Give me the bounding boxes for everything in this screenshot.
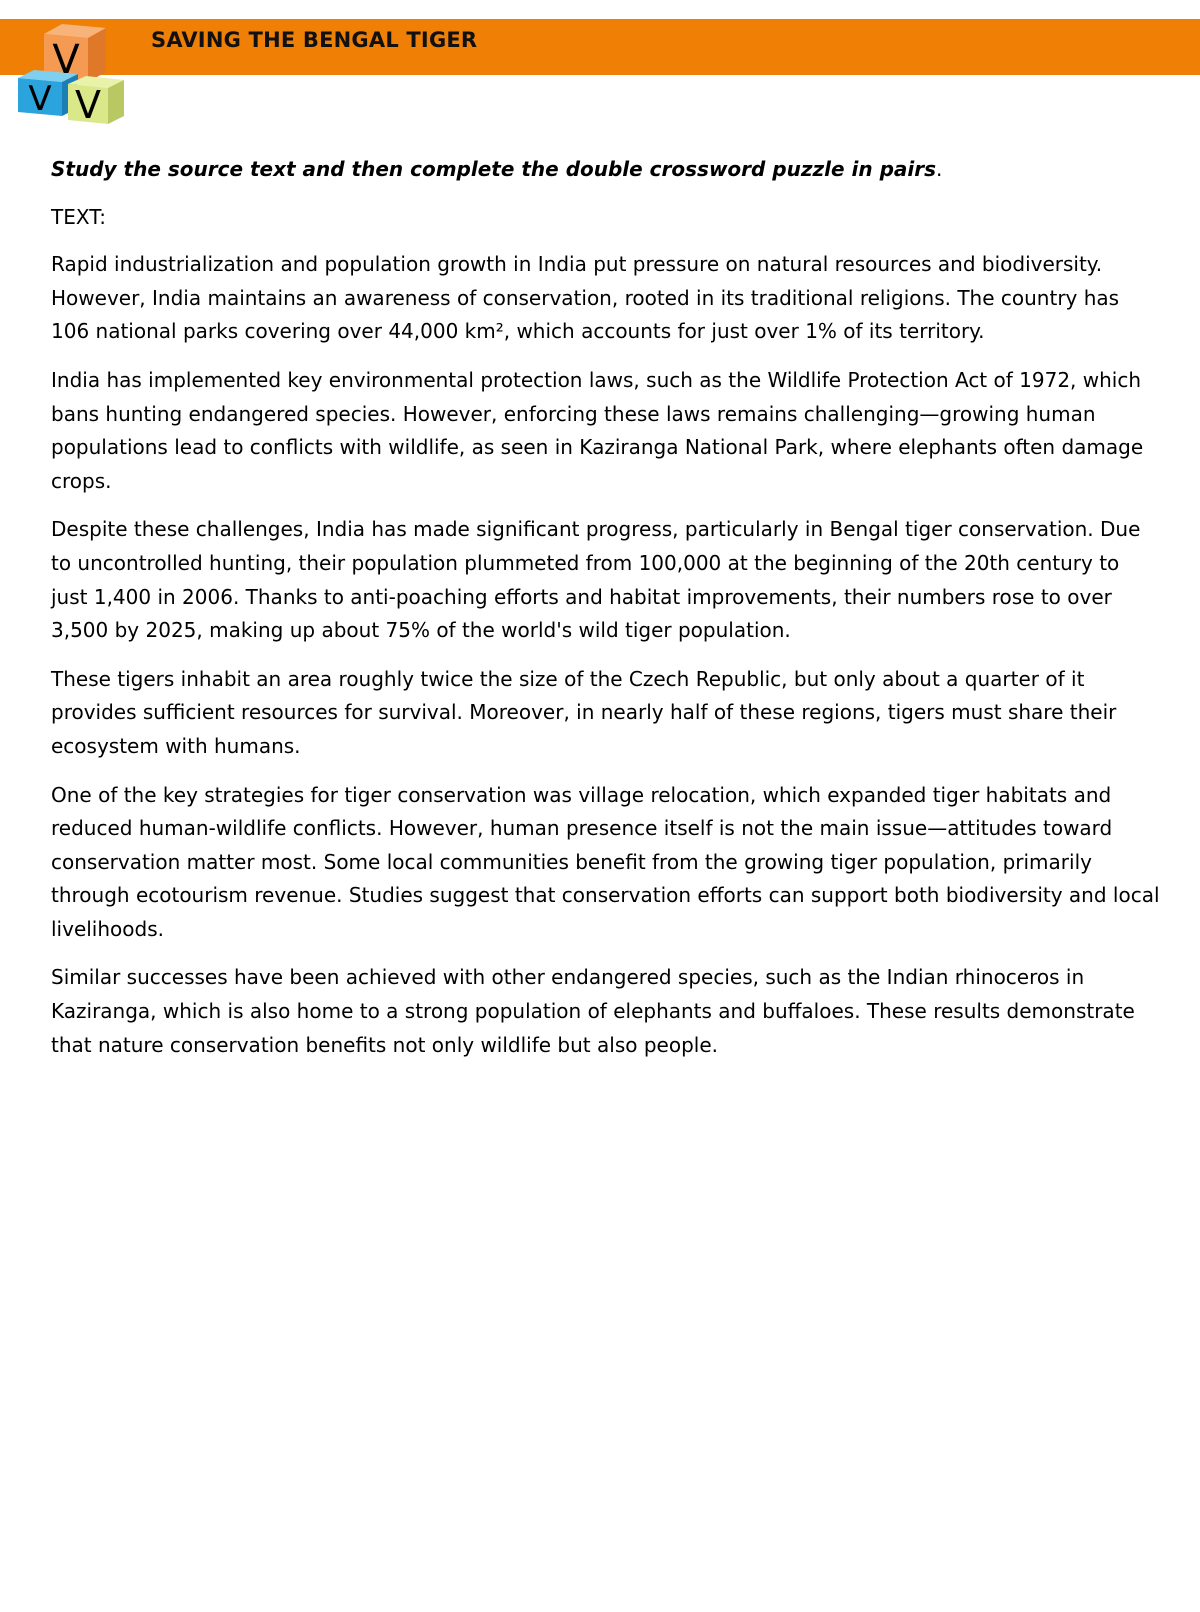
- page-title: SAVING THE BENGAL TIGER: [151, 28, 478, 52]
- instruction-period: .: [936, 157, 943, 181]
- instruction: [51, 153, 1161, 187]
- paragraph-5: One of the key strategies for tiger conservation was village relocation, which expanded tiger habitats and reduced human-wildlife conflicts. However, human presence itself is not the main issue—attitudes toward conservation matter most. Some local communities benefit from the growing tiger population, primarily through ecotourism revenue. Studies suggest that conservation efforts can support both biodiversity and local livelihoods.: [51, 782, 1160, 941]
- document-body: [51, 153, 1161, 1077]
- vvv-logo: [18, 22, 130, 130]
- paragraph-1: Rapid industrialization and population growth in India put pressure on natural resources and biodiversity. However, India maintains an awareness of conservation, rooted in its traditional religions. The country has 106 national parks covering over 44,000 km², which accounts for just over 1% of its territory.: [51, 252, 1120, 344]
- logo-letter-right: V: [75, 83, 101, 127]
- paragraph-4: These tigers inhabit an area roughly twice the size of the Czech Republic, but only about a quarter of it provides sufficient resources for survival. Moreover, in nearly half of these regions, tigers must share their ecosystem with humans.: [51, 666, 1117, 758]
- instruction-text: Study the source text and then complete the double crossword puzzle in pairs: [51, 157, 937, 181]
- paragraph-3: Despite these challenges, India has made significant progress, particularly in Bengal tiger conservation. Due to uncontrolled hunting, their population plummeted from 100,000 at the beginning of the 20th century to just 1,400 in 2006. Thanks to anti-poaching efforts and habitat improvements, their numbers rose to over 3,500 by 2025, making up about 75% of the world's wild tiger population.: [51, 517, 1141, 643]
- text-label: TEXT:: [51, 204, 106, 229]
- paragraph-2: India has implemented key environmental protection laws, such as the Wildlife Protection Act of 1972, which bans hunting endangered species. However, enforcing these laws remains challenging—growing human populations lead to conflicts with wildlife, as seen in Kaziranga National Park, where elephants often damage crops.: [51, 367, 1144, 493]
- paragraph-6: Similar successes have been achieved with other endangered species, such as the Indian rhinoceros in Kaziranga, which is also home to a strong population of elephants and buffaloes. These results demonstrate that nature conservation benefits not only wildlife but also people.: [51, 965, 1135, 1057]
- logo-letter-left: V: [28, 79, 52, 119]
- logo-letter-top: V: [52, 37, 80, 83]
